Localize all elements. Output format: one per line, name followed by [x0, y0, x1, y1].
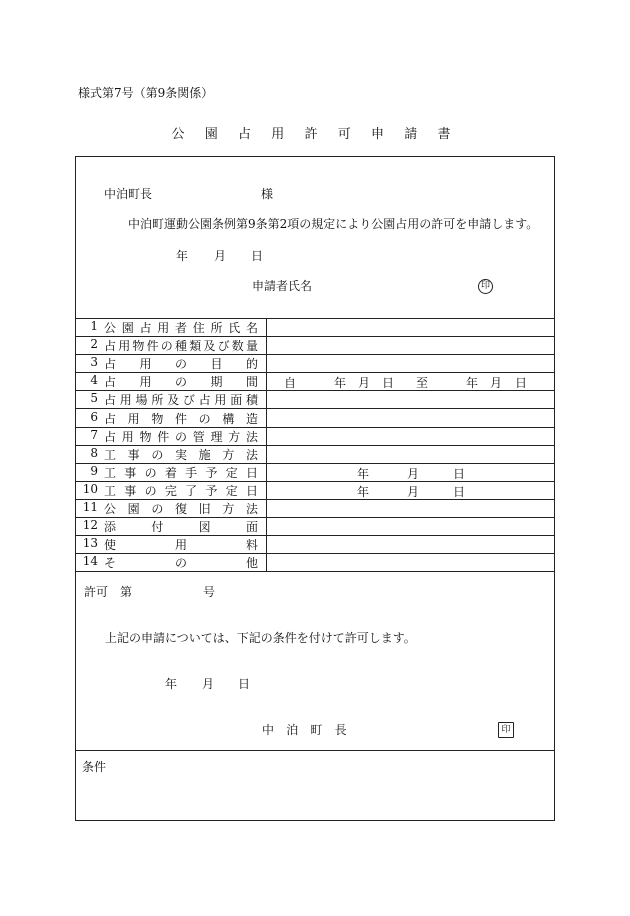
- item-label: 工事の完了予定日: [104, 483, 258, 498]
- item-number: 12: [82, 518, 98, 533]
- item-value-cell[interactable]: [267, 337, 555, 355]
- table-row: [76, 391, 554, 409]
- end-date-day: 日: [453, 484, 466, 499]
- application-date-year: 年: [176, 249, 189, 263]
- permit-date-day: 日: [238, 677, 251, 691]
- table-row: [76, 373, 554, 391]
- permit-statement: 上記の申請については、下記の条件を付けて許可します。: [105, 631, 416, 645]
- form-number: 様式第7号（第9条関係）: [78, 86, 214, 100]
- end-date-cell[interactable]: [267, 481, 555, 499]
- item-label: 公園の復旧方法: [104, 501, 258, 516]
- period-to: 至: [416, 376, 429, 391]
- item-label: 占用場所及び占用面積: [104, 393, 258, 408]
- addressee-honorific: 様: [261, 187, 274, 201]
- item-value-cell[interactable]: [267, 518, 555, 536]
- issuer-seal-icon: 印: [498, 721, 514, 738]
- permit-number-suffix: 号: [203, 585, 216, 599]
- item-label: 占用物件の種類及び数量: [104, 339, 258, 354]
- start-date-year: 年: [357, 466, 370, 481]
- item-value-cell[interactable]: [267, 499, 555, 517]
- permit-issuer: 中 泊 町 長: [262, 723, 351, 737]
- item-label: 添付図面: [104, 520, 258, 535]
- item-number: 6: [90, 409, 98, 424]
- table-row: [76, 319, 554, 337]
- period-from: 自: [284, 376, 297, 391]
- item-value-cell[interactable]: [267, 536, 555, 554]
- item-value-cell[interactable]: [267, 427, 555, 445]
- item-number: 2: [90, 337, 98, 352]
- item-label: 占用の期間: [104, 375, 258, 390]
- item-number: 14: [82, 554, 98, 569]
- end-date-year: 年: [357, 484, 370, 499]
- period-year-1: 年: [334, 376, 347, 391]
- permit-date-month: 月: [202, 677, 215, 691]
- end-date-month: 月: [407, 484, 420, 499]
- item-number: 4: [90, 373, 98, 388]
- item-value-cell[interactable]: [267, 391, 555, 409]
- item-label: その他: [104, 556, 258, 571]
- item-number: 11: [82, 499, 98, 514]
- items-table: [76, 318, 554, 572]
- applicant-seal-icon: 印: [478, 277, 493, 294]
- item-number: 8: [90, 445, 98, 460]
- item-number: 1: [90, 319, 98, 334]
- item-number: 13: [82, 536, 98, 551]
- item-label: 公園占用者住所氏名: [104, 321, 258, 336]
- applicant-name-label: 申請者氏名: [252, 279, 313, 293]
- application-statement: 中泊町運動公園条例第9条第2項の規定により公園占用の許可を申請します。: [128, 217, 539, 231]
- period-day-1: 日: [382, 376, 395, 391]
- period-month-2: 月: [490, 376, 503, 391]
- table-row: [76, 518, 554, 536]
- form-frame: [75, 156, 555, 821]
- table-row: [76, 409, 554, 427]
- table-row: [76, 554, 554, 572]
- item-label: 工事の実施方法: [104, 447, 258, 462]
- item-value-cell[interactable]: [267, 554, 555, 572]
- table-row: [76, 499, 554, 517]
- item-number: 10: [82, 481, 98, 496]
- period-month-1: 月: [358, 376, 371, 391]
- start-date-cell[interactable]: [267, 463, 555, 481]
- item-label: 占用物件の管理方法: [104, 429, 258, 444]
- start-date-month: 月: [407, 466, 420, 481]
- table-row: [76, 337, 554, 355]
- item-value-cell[interactable]: [267, 319, 555, 337]
- table-row: [76, 427, 554, 445]
- item-number: 7: [90, 427, 98, 442]
- addressee: 中泊町長: [104, 187, 153, 201]
- table-row: [76, 445, 554, 463]
- application-date-month: 月: [214, 249, 227, 263]
- period-day-2: 日: [515, 376, 528, 391]
- table-row: [76, 355, 554, 373]
- item-label: 使用料: [104, 538, 258, 553]
- period-year-2: 年: [466, 376, 479, 391]
- item-value-cell[interactable]: [267, 409, 555, 427]
- conditions-divider: [76, 750, 554, 751]
- item-label: 占用物件の構造: [104, 411, 258, 426]
- table-row: [76, 463, 554, 481]
- table-row: [76, 481, 554, 499]
- item-number: 3: [90, 355, 98, 370]
- page-title: 公 園 占 用 許 可 申 請 書: [171, 127, 459, 142]
- item-label: 工事の着手予定日: [104, 465, 258, 480]
- item-label: 占用の目的: [104, 357, 258, 372]
- permit-number-prefix: 許可 第: [84, 585, 133, 599]
- permit-date-year: 年: [165, 677, 178, 691]
- item-value-cell[interactable]: [267, 355, 555, 373]
- start-date-day: 日: [453, 466, 466, 481]
- conditions-label: 条件: [82, 760, 107, 774]
- item-number: 5: [90, 391, 98, 406]
- table-row: [76, 536, 554, 554]
- application-date-day: 日: [251, 249, 264, 263]
- item-value-cell[interactable]: [267, 445, 555, 463]
- item-number: 9: [90, 463, 98, 478]
- period-value-cell[interactable]: [267, 373, 555, 391]
